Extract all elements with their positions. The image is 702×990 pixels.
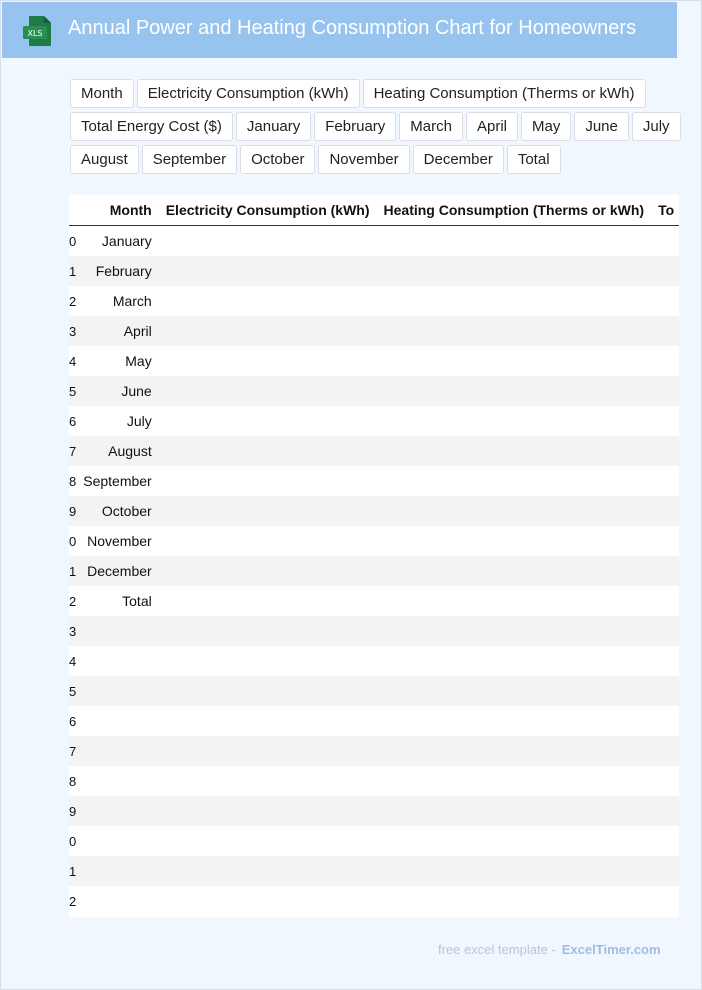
- heating-cell: [377, 526, 652, 556]
- row-index-cell: 5: [69, 676, 76, 706]
- month-cell: January: [76, 226, 158, 257]
- row-index-cell: 4: [69, 646, 76, 676]
- electricity-cell: [159, 766, 377, 796]
- table-header-row: [69, 195, 679, 226]
- month-cell: September: [76, 466, 158, 496]
- table-row: [69, 676, 679, 706]
- row-index-cell: 0: [69, 526, 76, 556]
- total-cost-cell: [651, 676, 679, 706]
- table-row: [69, 256, 679, 286]
- row-index-cell: 0: [69, 826, 76, 856]
- total-cost-cell: [651, 316, 679, 346]
- total-cost-cell: [651, 226, 679, 257]
- total-cost-cell: [651, 556, 679, 586]
- electricity-cell: [159, 796, 377, 826]
- header-bar: [2, 2, 677, 58]
- consumption-table: [69, 195, 679, 916]
- heating-cell: [377, 556, 652, 586]
- month-cell: March: [76, 286, 158, 316]
- table-row: [69, 376, 679, 406]
- total-cost-cell: [651, 706, 679, 736]
- month-cell: October: [76, 496, 158, 526]
- electricity-cell: [159, 466, 377, 496]
- table-row: [69, 646, 679, 676]
- row-index-cell: 2: [69, 286, 76, 316]
- row-index-cell: 3: [69, 316, 76, 346]
- total-cost-cell: [651, 646, 679, 676]
- keyword-chip[interactable]: July: [632, 112, 681, 141]
- keyword-chip[interactable]: Electricity Consumption (kWh): [137, 79, 360, 108]
- month-cell: [76, 826, 158, 856]
- month-cell: [76, 706, 158, 736]
- keyword-chip-list: [70, 79, 682, 174]
- column-header-month: Month: [76, 195, 158, 226]
- table-row: [69, 886, 679, 916]
- row-index-cell: 1: [69, 556, 76, 586]
- heating-cell: [377, 886, 652, 916]
- month-cell: [76, 646, 158, 676]
- heating-cell: [377, 586, 652, 616]
- table-row: [69, 826, 679, 856]
- month-cell: November: [76, 526, 158, 556]
- row-index-cell: 0: [69, 226, 76, 257]
- keyword-chip[interactable]: November: [318, 145, 409, 174]
- electricity-cell: [159, 676, 377, 706]
- table-row: [69, 736, 679, 766]
- total-cost-cell: [651, 616, 679, 646]
- month-cell: [76, 796, 158, 826]
- column-header-total-cost: To: [651, 195, 679, 226]
- heating-cell: [377, 496, 652, 526]
- electricity-cell: [159, 376, 377, 406]
- row-index-cell: 8: [69, 466, 76, 496]
- page-title: Annual Power and Heating Consumption Chart for Homeowners: [68, 17, 637, 39]
- month-cell: April: [76, 316, 158, 346]
- row-index-cell: 9: [69, 496, 76, 526]
- total-cost-cell: [651, 886, 679, 916]
- total-cost-cell: [651, 346, 679, 376]
- heating-cell: [377, 706, 652, 736]
- table-row: [69, 316, 679, 346]
- table-row: [69, 496, 679, 526]
- row-index-cell: 6: [69, 706, 76, 736]
- total-cost-cell: [651, 766, 679, 796]
- table-row: [69, 406, 679, 436]
- month-cell: [76, 886, 158, 916]
- row-index-cell: 7: [69, 436, 76, 466]
- keyword-chip[interactable]: January: [236, 112, 311, 141]
- column-header-heating: Heating Consumption (Therms or kWh): [377, 195, 652, 226]
- keyword-chip[interactable]: Total Energy Cost ($): [70, 112, 233, 141]
- electricity-cell: [159, 706, 377, 736]
- keyword-chip[interactable]: September: [142, 145, 237, 174]
- row-index-cell: 1: [69, 856, 76, 886]
- month-cell: May: [76, 346, 158, 376]
- keyword-chip[interactable]: March: [399, 112, 463, 141]
- electricity-cell: [159, 526, 377, 556]
- month-cell: [76, 856, 158, 886]
- keyword-chip[interactable]: August: [70, 145, 139, 174]
- row-index-cell: 5: [69, 376, 76, 406]
- column-header-electricity: Electricity Consumption (kWh): [159, 195, 377, 226]
- electricity-cell: [159, 826, 377, 856]
- month-cell: [76, 766, 158, 796]
- heating-cell: [377, 226, 652, 257]
- heating-cell: [377, 856, 652, 886]
- heating-cell: [377, 616, 652, 646]
- month-cell: December: [76, 556, 158, 586]
- row-index-cell: 8: [69, 766, 76, 796]
- heating-cell: [377, 436, 652, 466]
- electricity-cell: [159, 226, 377, 257]
- electricity-cell: [159, 286, 377, 316]
- electricity-cell: [159, 346, 377, 376]
- month-cell: [76, 676, 158, 706]
- heating-cell: [377, 796, 652, 826]
- table-row: [69, 796, 679, 826]
- electricity-cell: [159, 856, 377, 886]
- electricity-cell: [159, 256, 377, 286]
- electricity-cell: [159, 736, 377, 766]
- table-row: [69, 286, 679, 316]
- row-index-cell: 7: [69, 736, 76, 766]
- total-cost-cell: [651, 406, 679, 436]
- total-cost-cell: [651, 436, 679, 466]
- total-cost-cell: [651, 376, 679, 406]
- heating-cell: [377, 346, 652, 376]
- month-cell: Total: [76, 586, 158, 616]
- total-cost-cell: [651, 856, 679, 886]
- heating-cell: [377, 376, 652, 406]
- heating-cell: [377, 736, 652, 766]
- electricity-cell: [159, 496, 377, 526]
- electricity-cell: [159, 406, 377, 436]
- table-row: [69, 706, 679, 736]
- table-row: [69, 616, 679, 646]
- keyword-chip[interactable]: April: [466, 112, 518, 141]
- table-row: [69, 586, 679, 616]
- footer-brand-link[interactable]: ExcelTimer.com: [561, 942, 661, 957]
- table-row: [69, 226, 679, 257]
- total-cost-cell: [651, 826, 679, 856]
- row-index-cell: 2: [69, 886, 76, 916]
- month-cell: July: [76, 406, 158, 436]
- month-cell: [76, 616, 158, 646]
- xls-icon-label: XLS: [27, 29, 43, 38]
- total-cost-cell: [651, 586, 679, 616]
- heating-cell: [377, 466, 652, 496]
- electricity-cell: [159, 556, 377, 586]
- month-cell: [76, 736, 158, 766]
- keyword-chip[interactable]: February: [314, 112, 396, 141]
- total-cost-cell: [651, 286, 679, 316]
- data-table-container: [69, 195, 679, 917]
- total-cost-cell: [651, 526, 679, 556]
- table-row: [69, 856, 679, 886]
- index-column-header: [69, 195, 76, 226]
- electricity-cell: [159, 886, 377, 916]
- footer-text: free excel template -: [438, 942, 556, 957]
- heating-cell: [377, 826, 652, 856]
- heating-cell: [377, 316, 652, 346]
- heating-cell: [377, 256, 652, 286]
- row-index-cell: 9: [69, 796, 76, 826]
- row-index-cell: 3: [69, 616, 76, 646]
- electricity-cell: [159, 316, 377, 346]
- row-index-cell: 6: [69, 406, 76, 436]
- table-row: [69, 556, 679, 586]
- electricity-cell: [159, 646, 377, 676]
- total-cost-cell: [651, 796, 679, 826]
- keyword-chip[interactable]: May: [521, 112, 571, 141]
- table-row: [69, 436, 679, 466]
- table-row: [69, 466, 679, 496]
- total-cost-cell: [651, 466, 679, 496]
- keyword-chip[interactable]: Month: [70, 79, 134, 108]
- total-cost-cell: [651, 496, 679, 526]
- heating-cell: [377, 646, 652, 676]
- electricity-cell: [159, 616, 377, 646]
- heating-cell: [377, 676, 652, 706]
- keyword-chip[interactable]: October: [240, 145, 315, 174]
- month-cell: June: [76, 376, 158, 406]
- total-cost-cell: [651, 256, 679, 286]
- row-index-cell: 4: [69, 346, 76, 376]
- month-cell: August: [76, 436, 158, 466]
- total-cost-cell: [651, 736, 679, 766]
- row-index-cell: 1: [69, 256, 76, 286]
- table-row: [69, 766, 679, 796]
- month-cell: February: [76, 256, 158, 286]
- keyword-chip[interactable]: Heating Consumption (Therms or kWh): [363, 79, 646, 108]
- footer-credit: [438, 942, 661, 957]
- table-row: [69, 346, 679, 376]
- table-body: [69, 226, 679, 917]
- electricity-cell: [159, 436, 377, 466]
- xls-file-icon: [22, 15, 52, 47]
- heating-cell: [377, 406, 652, 436]
- keyword-chip[interactable]: June: [574, 112, 629, 141]
- row-index-cell: 2: [69, 586, 76, 616]
- heating-cell: [377, 286, 652, 316]
- electricity-cell: [159, 586, 377, 616]
- table-row: [69, 526, 679, 556]
- heating-cell: [377, 766, 652, 796]
- keyword-chip[interactable]: December: [413, 145, 504, 174]
- keyword-chip[interactable]: Total: [507, 145, 561, 174]
